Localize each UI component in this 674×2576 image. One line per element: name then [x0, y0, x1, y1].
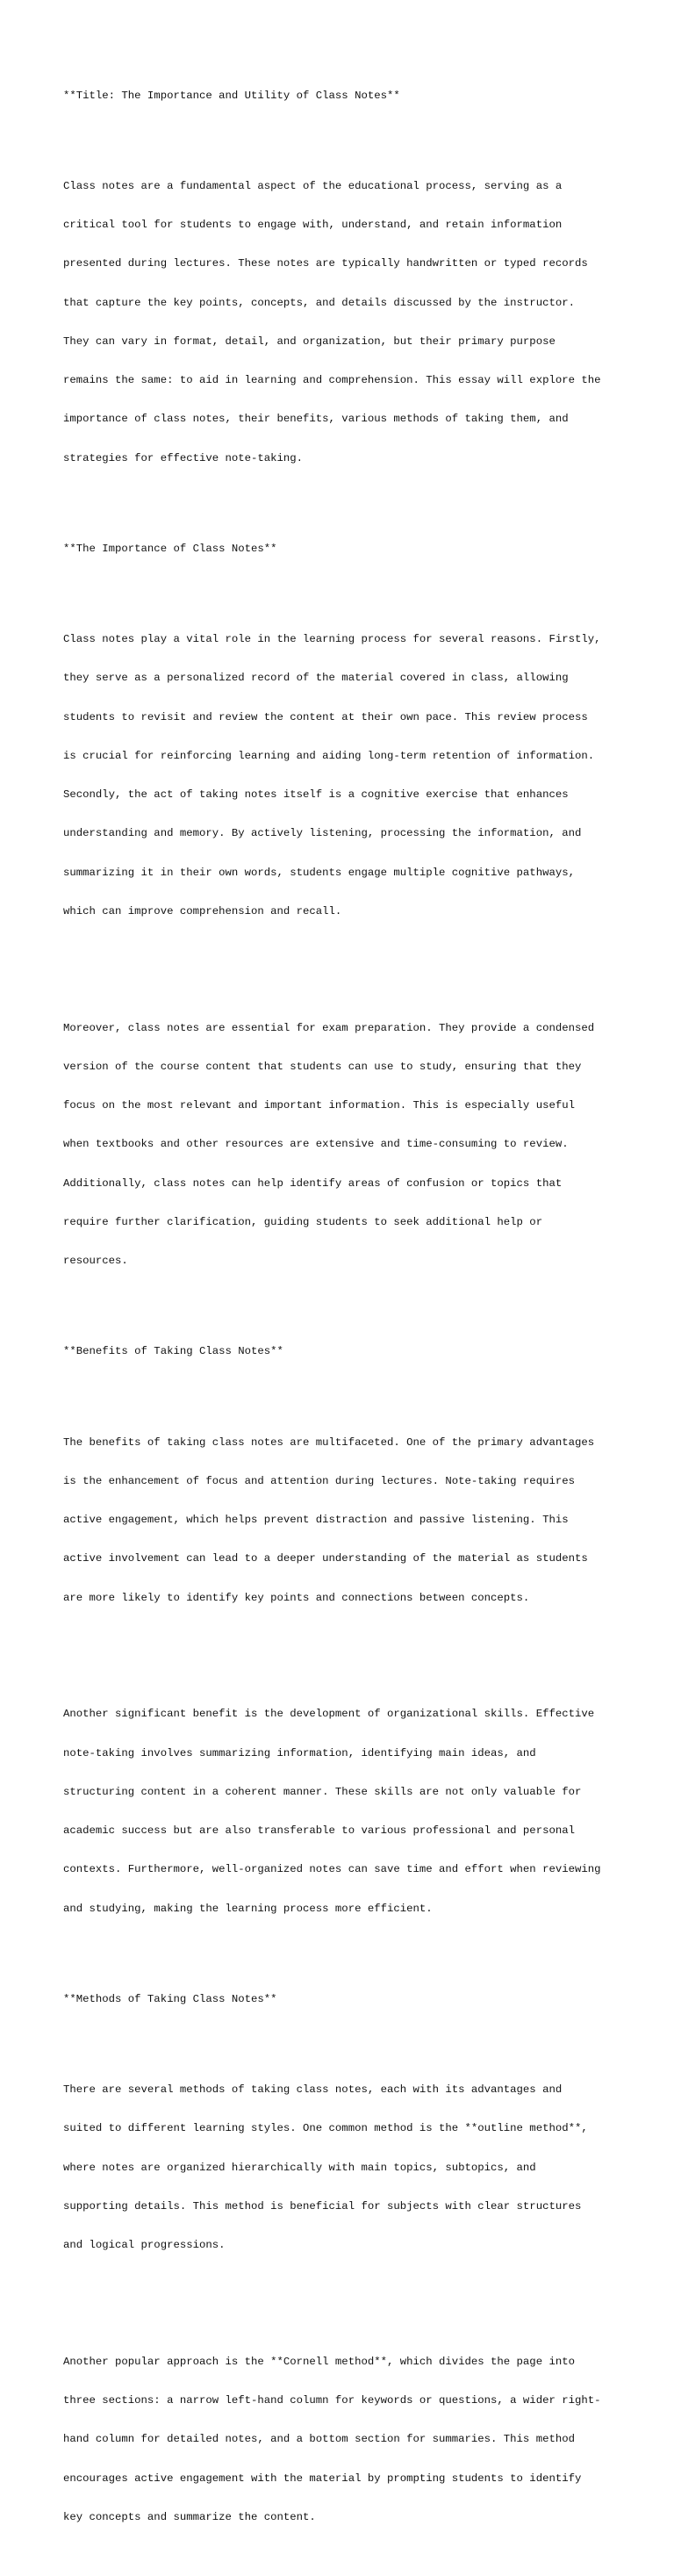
text-line: The benefits of taking class notes are multifaceted. One of the primary advantages: [63, 1436, 595, 1449]
text-line: is crucial for reinforcing learning and aiding long-term retention of information.: [63, 749, 595, 762]
text-line: presented during lectures. These notes are typically handwritten or typed records: [63, 257, 588, 270]
text-line: suited to different learning styles. One common method is the **outline method**,: [63, 2122, 588, 2135]
text-line: structuring content in a coherent manner. These skills are not only valuable for: [63, 1785, 582, 1798]
text-line: strategies for effective note-taking.: [63, 451, 304, 464]
text-line: They can vary in format, detail, and organization, but their primary purpose: [63, 335, 556, 348]
text-line: focus on the most relevant and important information. This is especially useful: [63, 1099, 575, 1112]
text-line: three sections: a narrow left-hand column for keywords or questions, a wider right-: [63, 2394, 601, 2407]
importance-paragraph-1: [63, 608, 625, 945]
benefits-paragraph-1: [63, 1410, 625, 1630]
text-line: academic success but are also transferable to various professional and personal: [63, 1824, 575, 1837]
text-line: they serve as a personalized record of the material covered in class, allowing: [63, 672, 569, 685]
text-line: Additionally, class notes can help identify areas of confusion or topics that: [63, 1176, 563, 1190]
text-line: that capture the key points, concepts, and details discussed by the instructor.: [63, 296, 575, 309]
text-line: encourages active engagement with the material by prompting students to identify: [63, 2472, 582, 2485]
benefits-paragraph-2: [63, 1682, 625, 1941]
text-line: Moreover, class notes are essential for exam preparation. They provide a condensed: [63, 1021, 595, 1034]
text-line: resources.: [63, 1255, 128, 1267]
text-line: and logical progressions.: [63, 2239, 226, 2251]
section-heading-importance: **The Importance of Class Notes**: [63, 542, 277, 555]
document-title: **Title: The Importance and Utility of Class Notes**: [63, 89, 400, 102]
text-line: key concepts and summarize the content.: [63, 2510, 316, 2523]
section-heading-benefits: **Benefits of Taking Class Notes**: [63, 1345, 283, 1358]
text-line: Secondly, the act of taking notes itself is a cognitive exercise that enhances: [63, 788, 569, 801]
text-line: remains the same: to aid in learning and comprehension. This essay will explore the: [63, 374, 601, 386]
methods-paragraph-1: [63, 2058, 625, 2278]
text-line: when textbooks and other resources are extensive and time-consuming to review.: [63, 1138, 569, 1151]
text-line: students to revisit and review the content at their own pace. This review process: [63, 710, 588, 723]
text-line: where notes are organized hierarchically with main topics, subtopics, and: [63, 2161, 536, 2174]
text-line: hand column for detailed notes, and a bottom section for summaries. This method: [63, 2433, 575, 2446]
text-line: require further clarification, guiding students to seek additional help or: [63, 1215, 543, 1228]
text-line: Another popular approach is the **Cornell method**, which divides the page into: [63, 2355, 575, 2368]
document-page: [63, 63, 625, 2576]
text-line: active involvement can lead to a deeper understanding of the material as students: [63, 1552, 588, 1565]
text-line: supporting details. This method is beneficial for subjects with clear structures: [63, 2199, 582, 2213]
text-line: note-taking involves summarizing information, identifying main ideas, and: [63, 1746, 536, 1759]
section-heading-methods: **Methods of Taking Class Notes**: [63, 1992, 277, 2005]
text-line: Another significant benefit is the development of organizational skills. Effective: [63, 1708, 595, 1721]
text-line: is the enhancement of focus and attention during lectures. Note-taking requires: [63, 1474, 575, 1487]
text-line: and studying, making the learning process more efficient.: [63, 1902, 433, 1915]
text-line: understanding and memory. By actively listening, processing the information, and: [63, 827, 582, 840]
methods-paragraph-2: [63, 2329, 625, 2550]
text-line: version of the course content that students can use to study, ensuring that they: [63, 1060, 582, 1073]
importance-paragraph-2: [63, 996, 625, 1293]
text-line: Class notes are a fundamental aspect of the educational process, serving as a: [63, 179, 563, 192]
text-line: There are several methods of taking class notes, each with its advantages and: [63, 2083, 563, 2096]
text-line: are more likely to identify key points and connections between concepts.: [63, 1591, 530, 1604]
intro-paragraph: [63, 154, 625, 491]
text-line: active engagement, which helps prevent distraction and passive listening. This: [63, 1514, 569, 1526]
text-line: critical tool for students to engage with, understand, and retain information: [63, 219, 563, 231]
text-line: importance of class notes, their benefits, various methods of taking them, and: [63, 413, 569, 426]
text-line: which can improve comprehension and recall.: [63, 904, 342, 917]
text-line: summarizing it in their own words, students engage multiple cognitive pathways,: [63, 866, 575, 879]
text-line: Class notes play a vital role in the learning process for several reasons. Firstly,: [63, 633, 601, 645]
text-line: contexts. Furthermore, well-organized notes can save time and effort when reviewing: [63, 1863, 601, 1876]
